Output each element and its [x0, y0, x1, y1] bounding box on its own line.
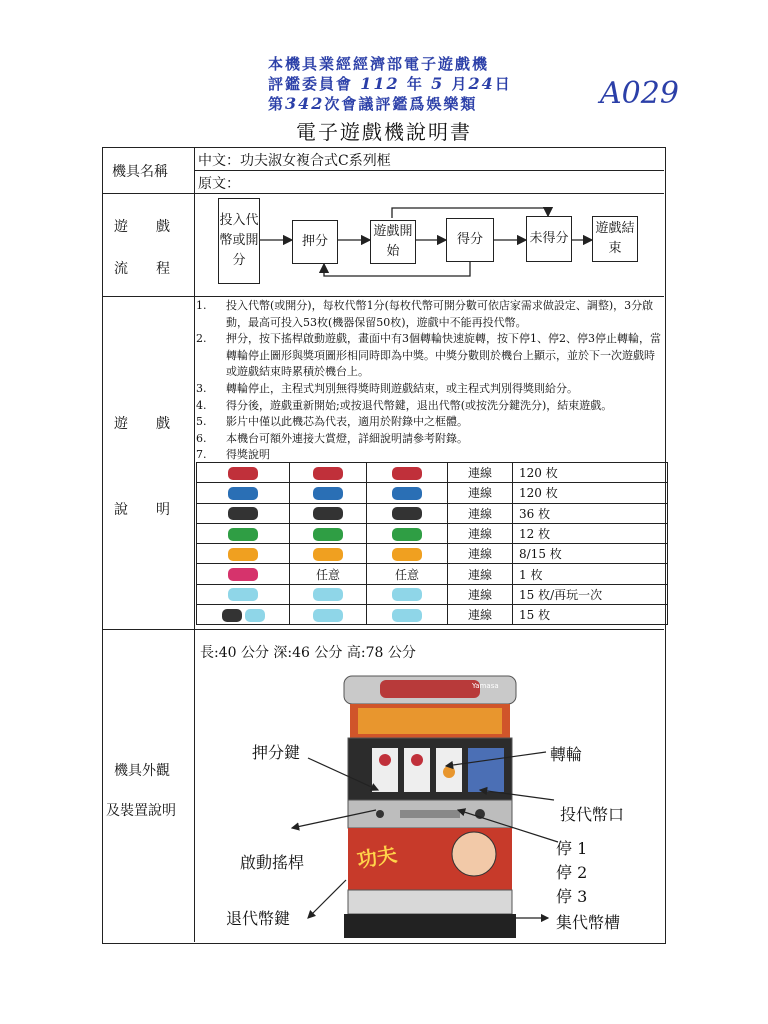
- document-title: 電子遊戲機說明書: [296, 120, 472, 144]
- stamp-line-1: 本機具業經經濟部電子遊戲機: [268, 55, 490, 73]
- bar-icon: [313, 507, 343, 520]
- instruction-item: 2. 押分，按下搖桿啟動遊戲，畫面中有3個轉輪快速旋轉，按下停1、停2、停3停止轉輪，當轉輪停止圖形與獎項圖形相同時即為中獎。中獎分數則於機台上顯示，並於下一次遊戲時或遊戲結束時累積於機台上。: [196, 332, 661, 379]
- paytable-line-label: 連線: [448, 544, 513, 564]
- replay-icon: [228, 588, 258, 601]
- paytable-payout: 15 枚: [513, 605, 668, 625]
- instruction-item: 6. 本機台可額外連接大賞燈，詳細說明請參考附錄。: [196, 431, 468, 445]
- paytable-symbol-cell: [197, 544, 290, 564]
- watermelon-icon: [228, 528, 258, 541]
- callout-coin-slot: 投代幣口: [560, 805, 625, 824]
- machine-name-chinese: 中文：功夫淑女複合式C系列框: [198, 153, 391, 169]
- flow-label-top: 遊 戲: [114, 219, 170, 235]
- paytable-symbol-cell: [290, 584, 367, 604]
- replay-icon: [313, 609, 343, 622]
- paytable-row: [197, 605, 668, 625]
- paytable-symbol-cell: [290, 544, 367, 564]
- instructions-label-top: 遊 戲: [114, 416, 170, 432]
- paytable-symbol-cell: [197, 463, 290, 483]
- replay-icon: [392, 609, 422, 622]
- bar-icon: [222, 609, 242, 622]
- paytable-line-label: 連線: [448, 483, 513, 503]
- stamp-line-2: 評鑑委員會 112 年 5 月24日: [268, 74, 512, 93]
- flow-label-bottom: 流 程: [114, 261, 170, 277]
- flow-box-score: 得分: [446, 218, 494, 262]
- paytable-symbol-cell: [367, 503, 448, 523]
- paytable-payout: 120 枚: [513, 483, 668, 503]
- cabinet-brand: Yamasa: [472, 682, 499, 690]
- row-divider: [102, 296, 664, 297]
- machine-name-original: 原文：: [198, 176, 240, 192]
- paytable-payout: 120 枚: [513, 463, 668, 483]
- paytable-symbol-cell: [367, 463, 448, 483]
- appearance-label-top: 機具外觀: [114, 763, 170, 779]
- instruction-item: 4. 得分後，遊戲重新開始;或按退代幣鍵，退出代幣(或按洗分鍵洗分)，結束遊戲。: [196, 398, 613, 412]
- approval-code: A029: [600, 76, 679, 111]
- callout-reels: 轉輪: [550, 745, 583, 764]
- paytable-row: [197, 564, 668, 584]
- blue-logo-icon: [392, 487, 422, 500]
- instruction-item: 5. 影片中僅以此機芯為代表，適用於附錄中之框體。: [196, 415, 468, 429]
- replay-icon: [245, 609, 265, 622]
- paytable-symbol-cell: [367, 605, 448, 625]
- callout-stop-1: 停 1: [556, 839, 588, 858]
- paytable-symbol-cell: [290, 503, 367, 523]
- bar-icon: [228, 507, 258, 520]
- label-column-divider: [194, 147, 195, 942]
- flow-box-game-start: 遊戲開始: [370, 220, 416, 264]
- paytable-symbol-cell: [367, 584, 448, 604]
- blue-logo-icon: [228, 487, 258, 500]
- orange-bell-icon: [228, 548, 258, 561]
- paytable-symbol-cell: [197, 605, 290, 625]
- orange-bell-icon: [313, 548, 343, 561]
- paytable-row: [197, 523, 668, 543]
- name-sub-divider: [194, 170, 664, 171]
- machine-name-label: 機具名稱: [112, 164, 168, 180]
- replay-icon: [392, 588, 422, 601]
- paytable-line-label: 連線: [448, 605, 513, 625]
- callout-start-lever: 啟動搖桿: [240, 853, 305, 872]
- paytable-symbol-cell: [290, 605, 367, 625]
- paytable-payout: 8/15 枚: [513, 544, 668, 564]
- flow-box-no-score: 未得分: [526, 216, 572, 262]
- blue-logo-icon: [313, 487, 343, 500]
- paytable-line-label: 連線: [448, 564, 513, 584]
- callout-refund-button: 退代幣鍵: [226, 909, 291, 928]
- approval-stamp: [268, 54, 598, 114]
- paytable-row: [197, 463, 668, 483]
- replay-icon: [313, 588, 343, 601]
- paytable-line-label: 連線: [448, 584, 513, 604]
- paytable-payout: 15 枚/再玩一次: [513, 584, 668, 604]
- callout-stop-2: 停 2: [556, 863, 588, 882]
- flow-box-insert-coin: 投入代幣或開分: [218, 198, 260, 284]
- paytable-row: [197, 544, 668, 564]
- flow-box-game-end: 遊戲結束: [592, 216, 638, 262]
- red-logo-icon: [313, 467, 343, 480]
- paytable-symbol-cell: [367, 544, 448, 564]
- instruction-item: 7. 得獎說明: [196, 448, 270, 462]
- paytable-line-label: 連線: [448, 463, 513, 483]
- paytable: [196, 462, 668, 625]
- paytable-payout: 12 枚: [513, 523, 668, 543]
- paytable-symbol-cell: [367, 523, 448, 543]
- paytable-symbol-cell: [197, 584, 290, 604]
- instruction-item: 3. 轉輪停止，主程式判別無得獎時則遊戲結束，或主程式判別得獎則給分。: [196, 381, 578, 395]
- paytable-symbol-cell: [197, 483, 290, 503]
- callout-lines: [196, 630, 662, 942]
- red-logo-icon: [228, 467, 258, 480]
- orange-bell-icon: [392, 548, 422, 561]
- paytable-symbol-cell: [290, 463, 367, 483]
- callout-bet-button: 押分鍵: [252, 743, 301, 762]
- paytable-line-label: 連線: [448, 503, 513, 523]
- instructions-list: [196, 298, 662, 464]
- cabinet-artwork-text: 功夫: [355, 841, 399, 873]
- callout-coin-tray: 集代幣槽: [556, 913, 621, 932]
- paytable-payout: 1 枚: [513, 564, 668, 584]
- cherry-icon: [228, 568, 258, 581]
- paytable-symbol-cell: [290, 483, 367, 503]
- paytable-symbol-cell: [290, 523, 367, 543]
- paytable-payout: 36 枚: [513, 503, 668, 523]
- paytable-line-label: 連線: [448, 523, 513, 543]
- paytable-symbol-cell: [197, 564, 290, 584]
- red-logo-icon: [392, 467, 422, 480]
- paytable-symbol-cell: [367, 483, 448, 503]
- paytable-row: [197, 503, 668, 523]
- paytable-symbol-cell: [197, 523, 290, 543]
- appearance-label-bottom: 及裝置說明: [106, 803, 176, 819]
- watermelon-icon: [313, 528, 343, 541]
- instructions-label-bottom: 說 明: [114, 502, 170, 518]
- paytable-symbol-cell: [197, 503, 290, 523]
- instruction-item: 1. 投入代幣(或開分)，每枚代幣1分(每枚代幣可開分數可依店家需求做設定、調整)，3分啟動，最高可投入53枚(機器保留50枚)，遊戲中不能再投代幣。: [196, 299, 654, 329]
- stamp-line-3: 第342次會議評鑑爲娛樂類: [268, 94, 478, 113]
- paytable-symbol-cell: 任意: [367, 564, 448, 584]
- bar-icon: [392, 507, 422, 520]
- callout-stop-3: 停 3: [556, 887, 588, 906]
- paytable-symbol-cell: 任意: [290, 564, 367, 584]
- paytable-row: [197, 584, 668, 604]
- watermelon-icon: [392, 528, 422, 541]
- machine-dimensions: 長:40 公分 深:46 公分 高:78 公分: [200, 645, 416, 661]
- flow-box-bet: 押分: [292, 220, 338, 264]
- paytable-row: [197, 483, 668, 503]
